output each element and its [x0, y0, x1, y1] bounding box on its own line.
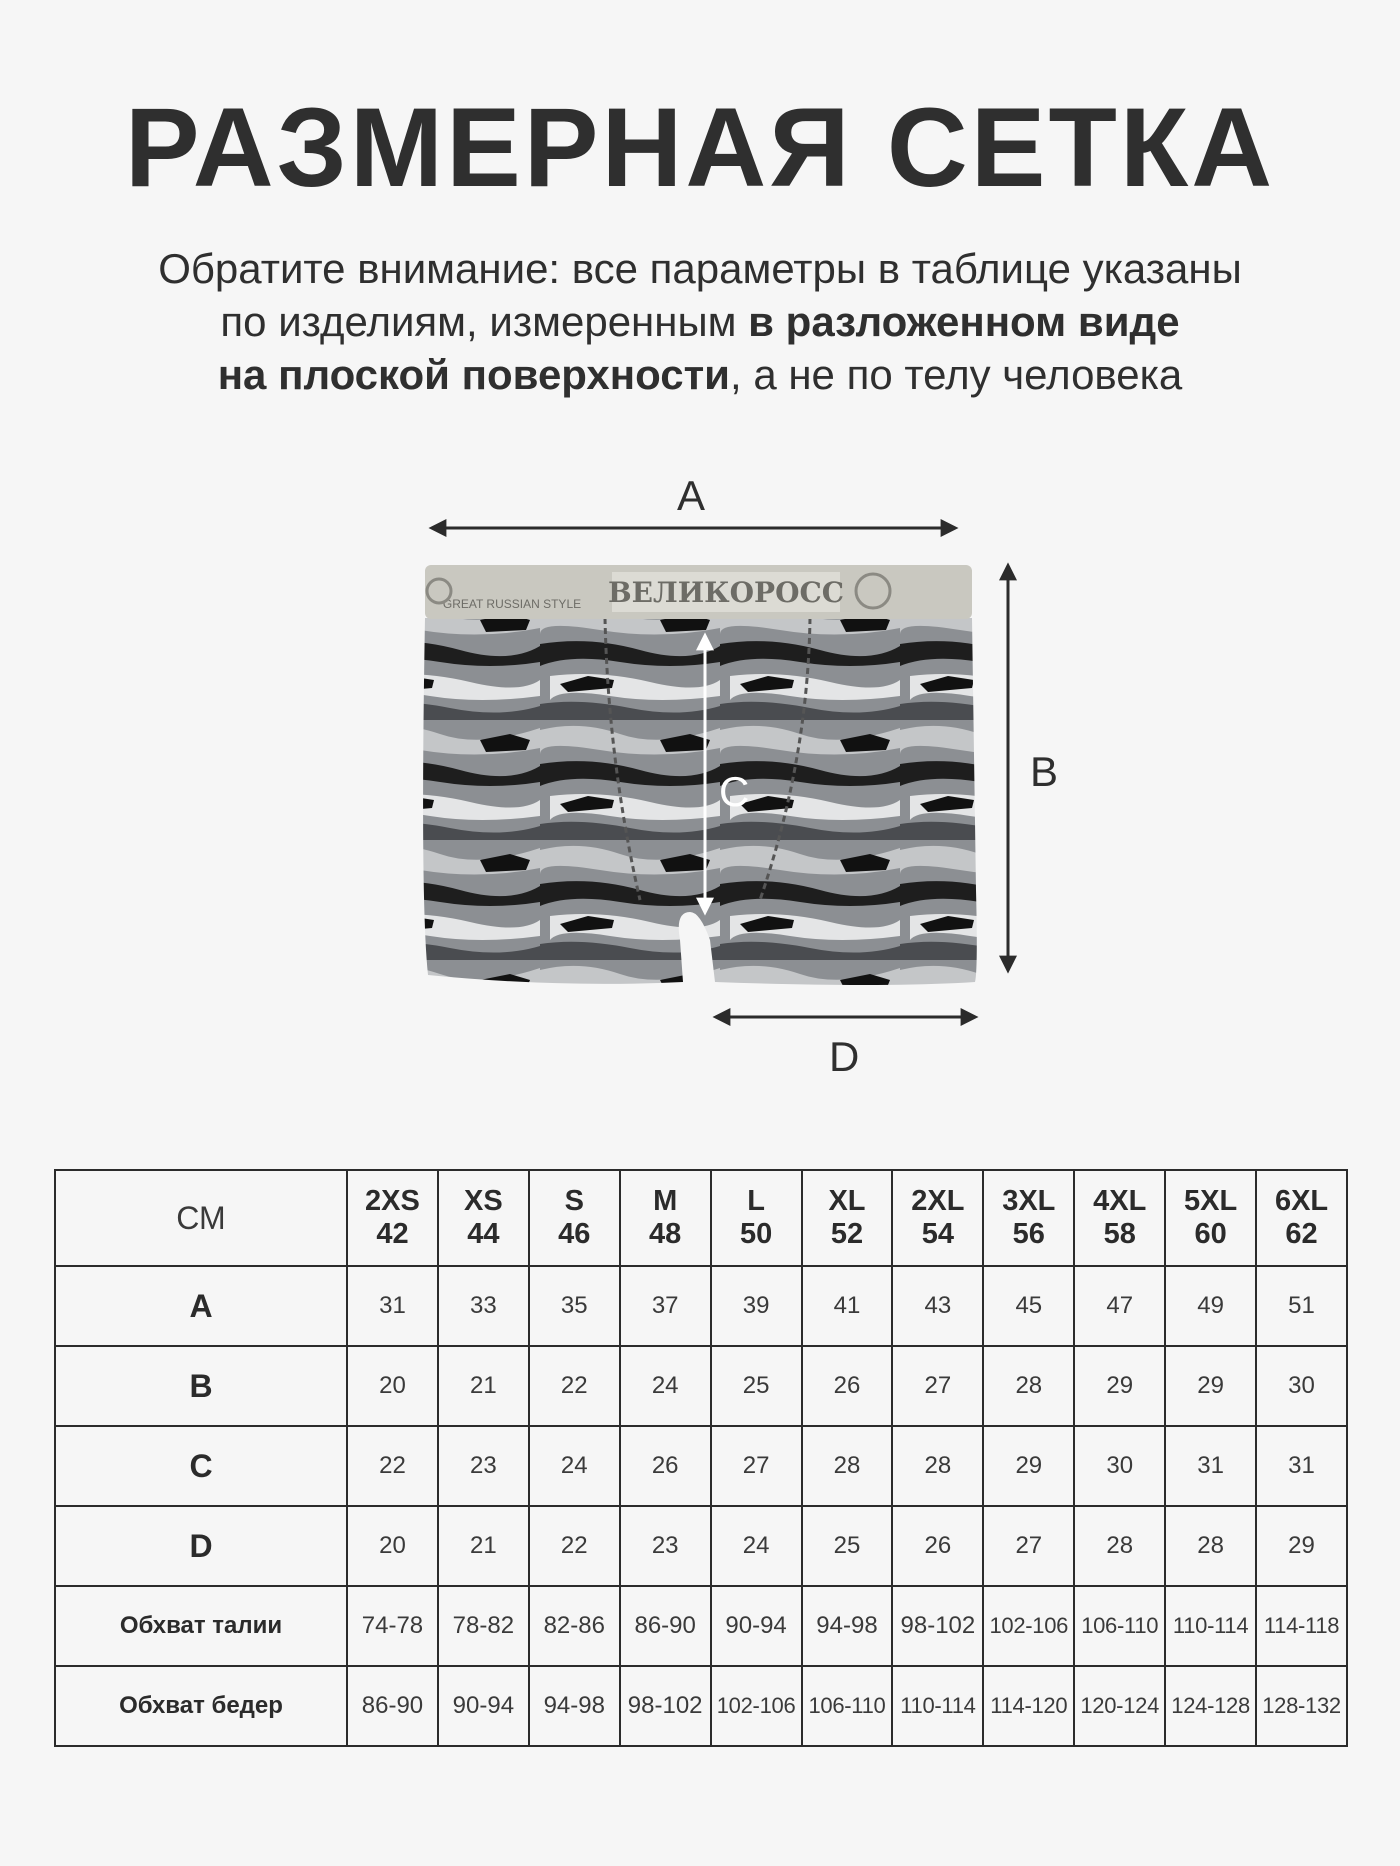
size-number: 48 [649, 1218, 682, 1250]
row-label: D [55, 1506, 347, 1586]
note-line-3-regular: , а не по телу человека [729, 351, 1183, 398]
table-cell: 106-110 [802, 1666, 893, 1746]
table-cell: 41 [802, 1266, 893, 1346]
table-cell: 26 [892, 1506, 983, 1586]
size-header-cell [1256, 1170, 1347, 1266]
table-cell: 124-128 [1165, 1666, 1256, 1746]
table-cell: 23 [438, 1426, 529, 1506]
table-cell: 27 [983, 1506, 1074, 1586]
table-cell: 30 [1256, 1346, 1347, 1426]
size-header-cell [1074, 1170, 1165, 1266]
table-cell: 21 [438, 1346, 529, 1426]
size-table-body [55, 1266, 1347, 1746]
size-letter: 2XL [911, 1185, 965, 1217]
table-cell: 30 [1074, 1426, 1165, 1506]
table-cell: 128-132 [1256, 1666, 1347, 1746]
table-cell: 94-98 [529, 1666, 620, 1746]
size-header-cell [711, 1170, 802, 1266]
size-number: 52 [830, 1218, 864, 1250]
table-cell: 21 [438, 1506, 529, 1586]
size-number: 58 [1103, 1218, 1136, 1250]
size-number: 62 [1285, 1218, 1318, 1250]
table-cell: 49 [1165, 1266, 1256, 1346]
row-label: A [55, 1266, 347, 1346]
label-c: C [719, 768, 750, 815]
table-cell: 20 [347, 1346, 438, 1426]
size-letter: 4XL [1093, 1185, 1147, 1217]
unit-cell: СМ [55, 1170, 347, 1266]
table-cell: 110-114 [892, 1666, 983, 1746]
table-cell: 47 [1074, 1266, 1165, 1346]
table-cell: 24 [711, 1506, 802, 1586]
row-label: C [55, 1426, 347, 1506]
table-cell: 114-120 [983, 1666, 1074, 1746]
table-cell: 37 [620, 1266, 711, 1346]
table-cell: 23 [620, 1506, 711, 1586]
table-cell: 28 [1165, 1506, 1256, 1586]
table-cell: 114-118 [1256, 1586, 1347, 1666]
table-cell: 43 [892, 1266, 983, 1346]
size-header-cell [529, 1170, 620, 1266]
row-label: Обхват талии [55, 1586, 347, 1666]
table-cell: 20 [347, 1506, 438, 1586]
table-row [55, 1666, 1347, 1746]
note-bold-1: в разложенном виде [748, 298, 1180, 345]
table-row [55, 1346, 1347, 1426]
table-cell: 31 [1165, 1426, 1256, 1506]
size-number: 60 [1194, 1218, 1227, 1250]
table-cell: 29 [983, 1426, 1074, 1506]
note-line-1: Обратите внимание: все параметры в таблице указаны [158, 245, 1242, 292]
table-cell: 22 [529, 1506, 620, 1586]
table-cell: 90-94 [711, 1586, 802, 1666]
size-number: 44 [467, 1218, 500, 1250]
size-letter: XS [464, 1185, 503, 1217]
size-letter: 6XL [1274, 1185, 1329, 1217]
table-cell: 39 [711, 1266, 802, 1346]
row-label: B [55, 1346, 347, 1426]
size-number: 54 [921, 1218, 955, 1250]
size-number: 56 [1012, 1218, 1045, 1250]
table-cell: 31 [347, 1266, 438, 1346]
table-cell: 78-82 [438, 1586, 529, 1666]
size-number: 42 [376, 1218, 409, 1250]
size-letter: 5XL [1184, 1185, 1238, 1217]
size-header-cell [347, 1170, 438, 1266]
table-cell: 45 [983, 1266, 1074, 1346]
table-cell: 110-114 [1165, 1586, 1256, 1666]
table-cell: 29 [1256, 1506, 1347, 1586]
note-line-2-regular: по изделиям, измеренным [220, 298, 749, 345]
table-cell: 27 [711, 1426, 802, 1506]
note-bold-2: на плоской поверхности [217, 351, 730, 398]
table-cell: 28 [892, 1426, 983, 1506]
label-d: D [829, 1033, 860, 1080]
table-cell: 120-124 [1074, 1666, 1165, 1746]
size-letter: 2XS [365, 1185, 420, 1217]
size-table [54, 1169, 1348, 1747]
table-cell: 86-90 [347, 1666, 438, 1746]
table-cell: 26 [802, 1346, 893, 1426]
size-letter: L [747, 1185, 765, 1217]
table-cell: 29 [1165, 1346, 1256, 1426]
table-cell: 27 [892, 1346, 983, 1426]
table-cell: 22 [347, 1426, 438, 1506]
table-cell: 28 [983, 1346, 1074, 1426]
table-cell: 102-106 [983, 1586, 1074, 1666]
size-header-cell [620, 1170, 711, 1266]
table-cell: 24 [529, 1426, 620, 1506]
row-label: Обхват бедер [55, 1666, 347, 1746]
label-b: B [1030, 748, 1059, 795]
table-cell: 31 [1256, 1426, 1347, 1506]
waistband-brand-text: ВЕЛИКОРОСС [607, 576, 845, 609]
size-header-cell [802, 1170, 893, 1266]
size-number: 46 [558, 1218, 591, 1250]
table-cell: 86-90 [620, 1586, 711, 1666]
briefs-body [423, 618, 977, 985]
table-cell: 82-86 [529, 1586, 620, 1666]
table-cell: 35 [529, 1266, 620, 1346]
table-cell: 26 [620, 1426, 711, 1506]
size-header-cell [892, 1170, 983, 1266]
size-header-cell [983, 1170, 1074, 1266]
size-letter: XL [828, 1185, 866, 1217]
table-cell: 28 [1074, 1506, 1165, 1586]
size-header-cell [1165, 1170, 1256, 1266]
table-row [55, 1586, 1347, 1666]
size-header-cell [438, 1170, 529, 1266]
table-row [55, 1426, 1347, 1506]
size-header-row [55, 1170, 1347, 1266]
table-cell: 106-110 [1074, 1586, 1165, 1666]
table-row [55, 1506, 1347, 1586]
table-cell: 22 [529, 1346, 620, 1426]
waistband-subtext: GREAT RUSSIAN STYLE [442, 597, 582, 611]
table-cell: 98-102 [620, 1666, 711, 1746]
table-cell: 102-106 [711, 1666, 802, 1746]
label-a: A [677, 472, 706, 519]
table-cell: 25 [711, 1346, 802, 1426]
size-number: 50 [739, 1218, 773, 1250]
table-cell: 33 [438, 1266, 529, 1346]
table-cell: 51 [1256, 1266, 1347, 1346]
size-letter: M [653, 1185, 678, 1217]
table-cell: 24 [620, 1346, 711, 1426]
table-cell: 25 [802, 1506, 893, 1586]
table-cell: 74-78 [347, 1586, 438, 1666]
table-cell: 90-94 [438, 1666, 529, 1746]
table-cell: 29 [1074, 1346, 1165, 1426]
table-cell: 94-98 [802, 1586, 893, 1666]
size-letter: 3XL [1002, 1185, 1056, 1217]
size-letter: S [564, 1185, 584, 1217]
table-cell: 98-102 [892, 1586, 983, 1666]
table-cell: 28 [802, 1426, 893, 1506]
table-row [55, 1266, 1347, 1346]
page-title: РАЗМЕРНАЯ СЕТКА [124, 85, 1276, 210]
